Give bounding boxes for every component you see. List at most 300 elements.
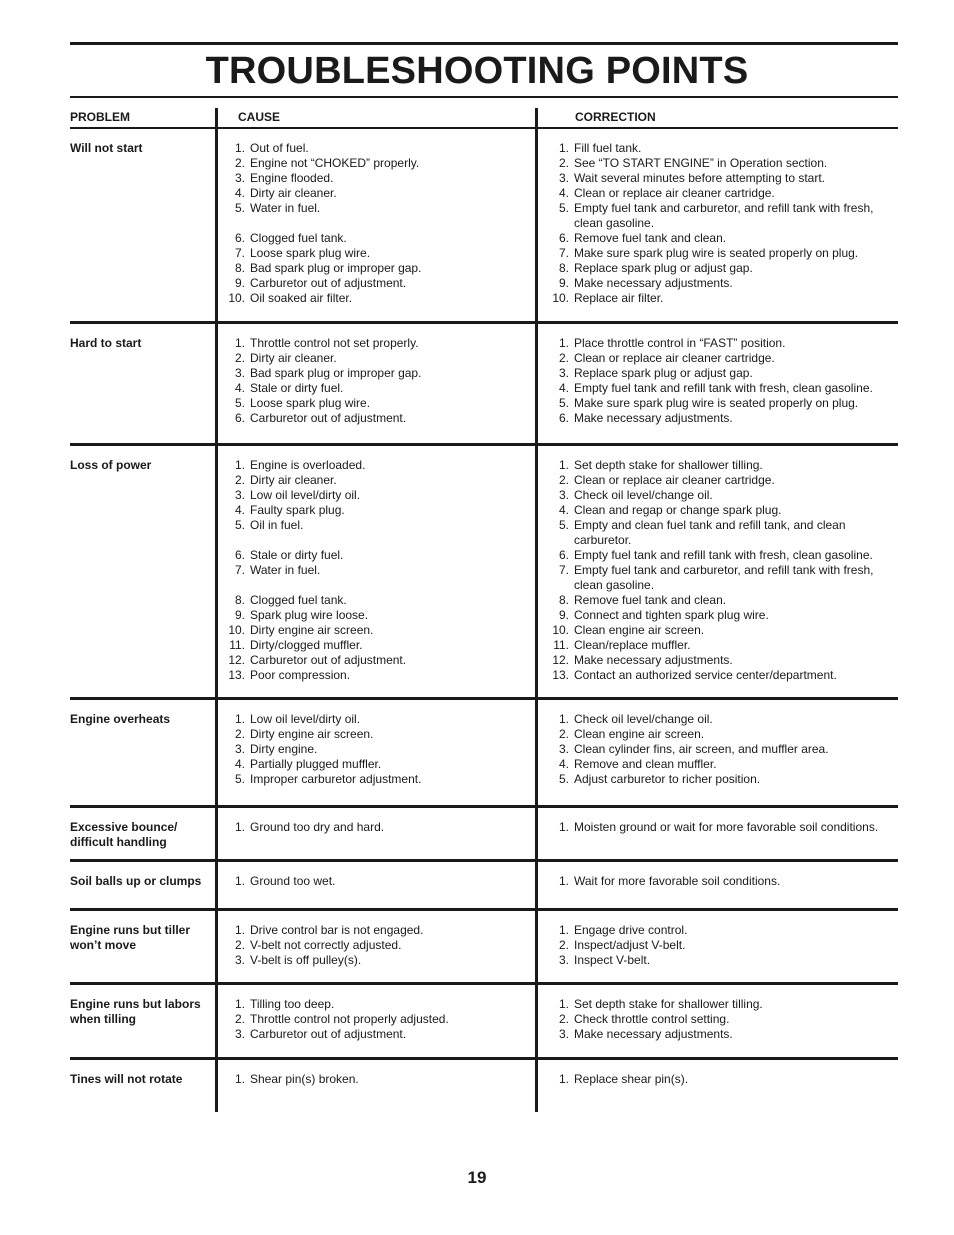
item-text: Replace shear pin(s). (574, 1072, 689, 1086)
list-spacer (220, 578, 532, 593)
correction-list (544, 458, 894, 683)
item-text: Replace spark plug or adjust gap. (574, 366, 753, 380)
item-text: Tilling too deep. (250, 997, 335, 1011)
list-item (544, 923, 894, 938)
item-number: 11. (553, 638, 569, 652)
item-text: Make necessary adjustments. (574, 653, 733, 667)
item-text: Faulty spark plug. (250, 503, 345, 517)
table-row (70, 129, 898, 324)
correction-list (544, 141, 894, 306)
list-item (544, 261, 894, 276)
item-number: 3. (234, 742, 245, 756)
item-number: 2. (234, 473, 245, 487)
item-text: Dirty air cleaner. (250, 186, 337, 200)
list-item (220, 668, 532, 683)
troubleshooting-table (70, 108, 898, 1112)
problem-label: Soil balls up or clumps (70, 874, 202, 888)
problem-label: Loss of power (70, 458, 152, 472)
correction-list (544, 997, 894, 1042)
item-text: Out of fuel. (250, 141, 309, 155)
list-item (220, 458, 532, 473)
item-number: 3. (234, 366, 245, 380)
list-item (220, 608, 532, 623)
list-item (220, 772, 532, 787)
item-text: Stale or dirty fuel. (250, 548, 344, 562)
item-text: Replace spark plug or adjust gap. (574, 261, 753, 275)
item-text: Carburetor out of adjustment. (250, 411, 407, 425)
item-number: 4. (558, 381, 569, 395)
list-item (544, 653, 894, 668)
list-item (544, 201, 894, 231)
item-number: 1. (234, 141, 245, 155)
item-text: Spark plug wire loose. (250, 608, 369, 622)
item-number: 2. (558, 156, 569, 170)
list-item (544, 772, 894, 787)
list-item (544, 276, 894, 291)
list-item (544, 820, 894, 835)
list-item (544, 727, 894, 742)
list-item (544, 563, 894, 593)
item-text: Empty fuel tank and refill tank with fresh, clean gasoline. (574, 548, 873, 562)
list-item (220, 171, 532, 186)
item-number: 9. (558, 276, 569, 290)
item-number: 1. (558, 458, 569, 472)
item-text: Check throttle control setting. (574, 1012, 730, 1026)
list-item (544, 874, 894, 889)
list-item (544, 593, 894, 608)
item-text: Inspect/adjust V-belt. (574, 938, 686, 952)
item-number: 12. (552, 653, 569, 667)
list-item (220, 396, 532, 411)
item-number: 1. (558, 141, 569, 155)
item-number: 3. (558, 742, 569, 756)
list-item (544, 712, 894, 727)
list-item (544, 366, 894, 381)
item-text: Clean engine air screen. (574, 623, 705, 637)
item-number: 2. (558, 473, 569, 487)
correction-list (544, 820, 894, 835)
item-text: Carburetor out of adjustment. (250, 653, 407, 667)
item-text: V-belt not correctly adjusted. (250, 938, 402, 952)
item-number: 13. (228, 668, 245, 682)
item-text: Oil soaked air filter. (250, 291, 353, 305)
item-number: 1. (558, 997, 569, 1011)
item-number: 10. (552, 623, 569, 637)
item-text: Clogged fuel tank. (250, 593, 347, 607)
list-item (544, 156, 894, 171)
item-number: 9. (234, 608, 245, 622)
list-item (220, 411, 532, 426)
table-row (70, 324, 898, 446)
item-number: 6. (234, 231, 245, 245)
list-item (220, 351, 532, 366)
correction-list (544, 1072, 894, 1087)
list-item (544, 1072, 894, 1087)
list-item (544, 623, 894, 638)
list-item (220, 938, 532, 953)
cause-list (220, 458, 532, 683)
item-text: V-belt is off pulley(s). (250, 953, 362, 967)
list-item (544, 742, 894, 757)
list-item (544, 291, 894, 306)
item-number: 8. (558, 593, 569, 607)
list-item (220, 488, 532, 503)
item-text: Moisten ground or wait for more favorable soil conditions. (574, 820, 879, 834)
item-number: 1. (558, 820, 569, 834)
list-spacer (220, 533, 532, 548)
list-item (544, 458, 894, 473)
item-number: 1. (558, 336, 569, 350)
item-text: Improper carburetor adjustment. (250, 772, 422, 786)
item-number: 4. (234, 381, 245, 395)
list-item (220, 548, 532, 563)
list-item (544, 608, 894, 623)
problem-label: Hard to start (70, 336, 142, 350)
item-text: Oil in fuel. (250, 518, 304, 532)
list-item (220, 156, 532, 171)
table-row (70, 862, 898, 911)
item-text: Engine not “CHOKED” properly. (250, 156, 420, 170)
list-item (220, 953, 532, 968)
list-item (220, 742, 532, 757)
item-number: 2. (558, 727, 569, 741)
item-number: 2. (234, 1012, 245, 1026)
item-text: Adjust carburetor to richer position. (574, 772, 761, 786)
item-text: Replace air filter. (574, 291, 664, 305)
item-text: Wait for more favorable soil conditions. (574, 874, 781, 888)
item-text: Drive control bar is not engaged. (250, 923, 424, 937)
cause-list (220, 141, 532, 306)
table-row (70, 446, 898, 700)
list-item (544, 638, 894, 653)
list-item (220, 1027, 532, 1042)
list-item (544, 668, 894, 683)
list-item (544, 938, 894, 953)
item-number: 3. (558, 488, 569, 502)
item-number: 3. (558, 171, 569, 185)
cause-list (220, 336, 532, 426)
item-text: Clogged fuel tank. (250, 231, 347, 245)
item-text: Poor compression. (250, 668, 351, 682)
item-text: Ground too dry and hard. (250, 820, 385, 834)
item-text: Inspect V-belt. (574, 953, 651, 967)
header-correction: CORRECTION (575, 110, 656, 124)
item-text: Bad spark plug or improper gap. (250, 366, 422, 380)
correction-list (544, 923, 894, 968)
item-text: Fill fuel tank. (574, 141, 642, 155)
item-number: 10. (228, 623, 245, 637)
item-number: 5. (558, 396, 569, 410)
list-item (544, 503, 894, 518)
item-number: 3. (558, 1027, 569, 1041)
table-row (70, 700, 898, 808)
item-number: 4. (558, 503, 569, 517)
item-number: 6. (234, 411, 245, 425)
item-number: 5. (558, 772, 569, 786)
list-item (544, 381, 894, 396)
item-text: Dirty air cleaner. (250, 351, 337, 365)
item-number: 7. (558, 246, 569, 260)
item-text: Clean engine air screen. (574, 727, 705, 741)
problem-label: Engine runs but tiller won’t move (70, 923, 191, 952)
item-text: Remove and clean muffler. (574, 757, 717, 771)
item-number: 12. (228, 653, 245, 667)
table-row (70, 985, 898, 1060)
item-number: 5. (234, 518, 245, 532)
item-text: Engine flooded. (250, 171, 334, 185)
list-item (220, 638, 532, 653)
list-item (544, 171, 894, 186)
item-text: Ground too wet. (250, 874, 336, 888)
item-number: 1. (234, 874, 245, 888)
item-number: 4. (234, 503, 245, 517)
problem-label: Engine overheats (70, 712, 171, 726)
list-item (220, 276, 532, 291)
item-text: Check oil level/change oil. (574, 712, 713, 726)
list-item (220, 623, 532, 638)
item-number: 1. (558, 1072, 569, 1086)
item-number: 7. (234, 246, 245, 260)
item-text: Make sure spark plug wire is seated properly on plug. (574, 246, 859, 260)
list-item (220, 727, 532, 742)
item-text: Wait several minutes before attempting to start. (574, 171, 825, 185)
list-item (544, 231, 894, 246)
problem-label: Engine runs but labors when tilling (70, 997, 201, 1026)
list-item (220, 820, 532, 835)
table-row (70, 808, 898, 862)
item-number: 4. (234, 186, 245, 200)
item-text: Throttle control not properly adjusted. (250, 1012, 449, 1026)
header-problem: PROBLEM (70, 110, 130, 124)
list-item (544, 548, 894, 563)
item-text: Dirty engine air screen. (250, 623, 374, 637)
item-number: 3. (558, 366, 569, 380)
item-text: Empty fuel tank and carburetor, and refill tank with fresh, clean gasoline. (574, 201, 874, 230)
item-text: Empty fuel tank and carburetor, and refill tank with fresh, clean gasoline. (574, 563, 874, 592)
list-item (220, 503, 532, 518)
list-item (220, 518, 532, 533)
item-text: Engage drive control. (574, 923, 688, 937)
item-text: Partially plugged muffler. (250, 757, 382, 771)
list-item (220, 336, 532, 351)
title-top-rule (70, 42, 898, 45)
item-number: 8. (234, 261, 245, 275)
item-text: Remove fuel tank and clean. (574, 593, 727, 607)
item-number: 9. (558, 608, 569, 622)
problem-label: Tines will not rotate (70, 1072, 183, 1086)
item-number: 7. (234, 563, 245, 577)
table-row (70, 911, 898, 985)
list-item (544, 473, 894, 488)
item-number: 2. (558, 1012, 569, 1026)
item-number: 11. (229, 638, 245, 652)
cause-list (220, 923, 532, 968)
item-text: Empty and clean fuel tank and refill tank, and clean carburetor. (574, 518, 846, 547)
item-text: Low oil level/dirty oil. (250, 712, 361, 726)
cause-list (220, 1072, 532, 1087)
item-number: 3. (234, 953, 245, 967)
item-number: 7. (558, 563, 569, 577)
item-text: Make necessary adjustments. (574, 411, 733, 425)
item-number: 4. (234, 757, 245, 771)
item-text: Clean or replace air cleaner cartridge. (574, 351, 775, 365)
list-item (544, 396, 894, 411)
item-text: Make sure spark plug wire is seated properly on plug. (574, 396, 859, 410)
item-text: Carburetor out of adjustment. (250, 276, 407, 290)
item-number: 1. (234, 712, 245, 726)
item-number: 5. (234, 201, 245, 215)
cause-list (220, 997, 532, 1042)
item-number: 5. (558, 201, 569, 215)
list-item (220, 563, 532, 578)
item-text: Dirty air cleaner. (250, 473, 337, 487)
cause-list (220, 712, 532, 787)
item-text: Clean and regap or change spark plug. (574, 503, 782, 517)
list-item (220, 653, 532, 668)
correction-list (544, 712, 894, 787)
item-text: Water in fuel. (250, 201, 321, 215)
item-text: Bad spark plug or improper gap. (250, 261, 422, 275)
item-text: Engine is overloaded. (250, 458, 366, 472)
item-text: Shear pin(s) broken. (250, 1072, 359, 1086)
item-text: Dirty/clogged muffler. (250, 638, 363, 652)
list-item (220, 712, 532, 727)
item-number: 1. (234, 1072, 245, 1086)
list-item (544, 246, 894, 261)
table-body (70, 129, 898, 1126)
item-number: 10. (228, 291, 245, 305)
item-number: 4. (558, 186, 569, 200)
item-number: 8. (558, 261, 569, 275)
item-number: 6. (558, 548, 569, 562)
list-item (220, 473, 532, 488)
list-item (220, 141, 532, 156)
item-text: Connect and tighten spark plug wire. (574, 608, 769, 622)
item-text: Loose spark plug wire. (250, 396, 371, 410)
item-number: 6. (234, 548, 245, 562)
list-item (220, 231, 532, 246)
item-number: 3. (234, 171, 245, 185)
item-text: Make necessary adjustments. (574, 276, 733, 290)
item-number: 10. (552, 291, 569, 305)
item-number: 2. (234, 156, 245, 170)
problem-label: Will not start (70, 141, 143, 155)
item-text: Clean or replace air cleaner cartridge. (574, 186, 775, 200)
item-text: Check oil level/change oil. (574, 488, 713, 502)
item-number: 1. (234, 458, 245, 472)
list-item (220, 1072, 532, 1087)
item-number: 1. (558, 712, 569, 726)
list-item (220, 874, 532, 889)
item-number: 13. (552, 668, 569, 682)
list-item (220, 246, 532, 261)
list-item (544, 141, 894, 156)
item-number: 3. (234, 488, 245, 502)
item-number: 8. (234, 593, 245, 607)
item-text: Make necessary adjustments. (574, 1027, 733, 1041)
item-text: Loose spark plug wire. (250, 246, 371, 260)
problem-label: Excessive bounce/ difficult handling (70, 820, 178, 849)
list-item (220, 1012, 532, 1027)
item-number: 4. (558, 757, 569, 771)
list-spacer (220, 216, 532, 231)
list-item (544, 1012, 894, 1027)
list-item (220, 291, 532, 306)
cause-list (220, 874, 532, 889)
item-number: 1. (234, 923, 245, 937)
list-item (544, 488, 894, 503)
item-number: 5. (234, 772, 245, 786)
list-item (544, 997, 894, 1012)
item-number: 9. (234, 276, 245, 290)
item-number: 2. (234, 351, 245, 365)
list-item (544, 186, 894, 201)
list-item (544, 757, 894, 772)
list-item (544, 411, 894, 426)
list-item (220, 381, 532, 396)
page-title: TROUBLESHOOTING POINTS (205, 50, 749, 92)
correction-list (544, 336, 894, 426)
item-text: Set depth stake for shallower tilling. (574, 997, 763, 1011)
item-number: 1. (234, 336, 245, 350)
list-item (220, 201, 532, 216)
item-text: See “TO START ENGINE” in Operation section. (574, 156, 828, 170)
table-row (70, 1060, 898, 1126)
list-item (544, 351, 894, 366)
list-item (220, 997, 532, 1012)
item-text: Water in fuel. (250, 563, 321, 577)
item-number: 2. (234, 727, 245, 741)
item-number: 3. (558, 953, 569, 967)
list-item (544, 518, 894, 548)
item-text: Set depth stake for shallower tilling. (574, 458, 763, 472)
item-number: 1. (234, 997, 245, 1011)
correction-list (544, 874, 894, 889)
item-number: 1. (558, 923, 569, 937)
list-item (220, 261, 532, 276)
item-text: Empty fuel tank and refill tank with fresh, clean gasoline. (574, 381, 873, 395)
item-text: Low oil level/dirty oil. (250, 488, 361, 502)
item-text: Clean or replace air cleaner cartridge. (574, 473, 775, 487)
list-item (220, 757, 532, 772)
item-text: Dirty engine air screen. (250, 727, 374, 741)
item-text: Carburetor out of adjustment. (250, 1027, 407, 1041)
item-number: 1. (234, 820, 245, 834)
page-number: 19 (467, 1168, 487, 1187)
item-text: Clean/replace muffler. (574, 638, 691, 652)
item-text: Stale or dirty fuel. (250, 381, 344, 395)
item-number: 6. (558, 231, 569, 245)
item-text: Remove fuel tank and clean. (574, 231, 727, 245)
item-number: 3. (234, 1027, 245, 1041)
item-number: 2. (558, 938, 569, 952)
list-item (220, 366, 532, 381)
list-item (220, 186, 532, 201)
header-cause: CAUSE (238, 110, 281, 124)
item-text: Clean cylinder fins, air screen, and muffler area. (574, 742, 829, 756)
item-number: 5. (558, 518, 569, 532)
item-text: Dirty engine. (250, 742, 318, 756)
list-item (544, 1027, 894, 1042)
list-item (544, 953, 894, 968)
item-number: 6. (558, 411, 569, 425)
item-number: 5. (234, 396, 245, 410)
item-text: Contact an authorized service center/department. (574, 668, 837, 682)
item-text: Place throttle control in “FAST” position. (574, 336, 786, 350)
item-number: 2. (234, 938, 245, 952)
list-item (220, 923, 532, 938)
list-item (544, 336, 894, 351)
